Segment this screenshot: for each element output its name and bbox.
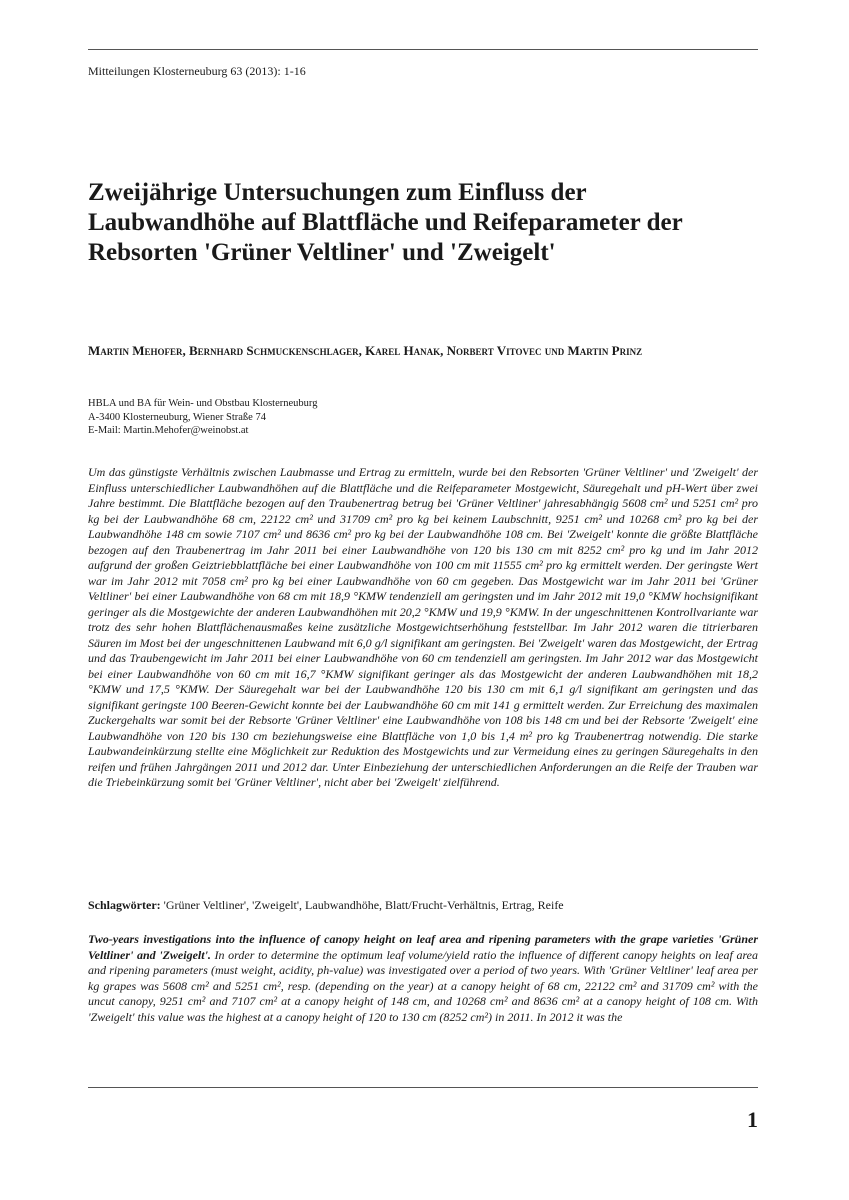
journal-reference: Mitteilungen Klosterneuburg 63 (2013): 1-16 (88, 64, 306, 78)
affiliation-email: E-Mail: Martin.Mehofer@weinobst.at (88, 425, 249, 436)
abstract-german: Um das günstigste Verhältnis zwischen Laubmasse und Ertrag zu ermitteln, wurde bei den Rebsorten 'Grüner Veltliner' und 'Zweigelt' der Einfluss unterschiedlicher Laubwandhöhen auf die Blattfläche und die Reifeparameter Mostgewicht, Säuregehalt und pH-Wert über zwei Jahre bestimmt. Die Blattfläche bezogen auf den Traubenertrag betrug bei 'Grüner Veltliner' jahresabhängig 5608 cm² und 5251 cm² pro kg bei der Laubwandhöhe 68 cm, 22122 cm² und 31709 cm² pro kg bei keinem Laubschnitt, 9251 cm² und 10268 cm² pro kg bei der Laubwandhöhe 148 cm sowie 7107 cm² und 8636 cm² pro kg bei der Laubwandhöhe 108 cm. Bei 'Zweigelt' konnte die größte Blattfläche bezogen auf den Traubenertrag im Jahr 2011 bei einer Laubwandhöhe von 120 bis 130 cm mit 8252 cm² pro kg und im Jahr 2012 aufgrund der großen Geiztriebblattfläche bei einer Laubwandhöhe von 100 cm mit 11555 cm² pro kg ermittelt werden. Der geringste Wert war im Jahr 2012 mit 7058 cm² pro kg bei einer Laubwandhöhe von 60 cm gegeben. Das Mostgewicht war im Jahr 2011 bei 'Grüner Veltliner' bei einer Laubwandhöhe von 68 cm mit 18,9 °KMW tendenziell am geringsten und im Jahr 2012 mit 19,0 °KMW hochsignifikant geringer als die Mostgewichte der anderen Laubwandhöhen mit 20,2 °KMW und 19,9 °KMW. In der ungeschnittenen Kontrollvariante war trotz des sehr hohen Blattflächenausmaßes keine zusätzliche Mostgewichtserhöhung feststellbar. Im Jahr 2012 waren die titrierbaren Säuren im Most bei der ungeschnittenen Laubwand mit 6,0 g/l signifikant am geringsten. Bei 'Zweigelt' waren das Mostgewicht, der Ertrag und das Traubengewicht im Jahr 2011 bei einer Laubwandhöhe von 60 cm tendenziell am geringsten. Im Jahr 2012 war das Mostgewicht bei einer Laubwandhöhe von 60 cm mit 16,7 °KMW signifikant geringer als das Mostgewicht der anderen Laubwandhöhen mit 18,2 °KMW und 17,5 °KMW. Der Säuregehalt war bei der Laubwandhöhe 120 bis 130 cm mit 6,1 g/l signifikant am geringsten und das signifikant geringste 100 Beeren-Gewicht konnte bei der Laubwandhöhe 60 cm mit 141 g ermittelt werden. Zur Erreichung des maximalen Zuckergehalts war somit bei der Rebsorte 'Grüner Veltliner' eine Laubwandhöhe von 108 bis 148 cm und bei der Rebsorte 'Zweigelt' eine Laubwandhöhe von 120 bis 130 cm beziehungsweise eine Blattfläche von 1,0 bis 1,4 m² pro kg Traubenertrag notwendig. Die starke Laubwandeinkürzung stellte eine Möglichkeit zur Reduktion des Mostgewichts und zur Vermeidung eines zu geringen Säuregehalts in den reifen und frühen Jahrgängen 2011 und 2012 dar. Unter Einbeziehung der unterschiedlichen Anforderungen an die Reife der Trauben war die Triebeinkürzung somit bei 'Grüner Veltliner', nicht aber bei 'Zweigelt' zielführend. (88, 465, 758, 789)
affiliation-block (88, 397, 317, 438)
author-list: Martin Mehofer, Bernhard Schmuckenschlager, Karel Hanak, Norbert Vitovec und Martin Prinz (88, 343, 643, 358)
abstract-english-text: In order to determine the optimum leaf volume/yield ratio the influence of different canopy heights on leaf area and ripening parameters (must weight, acidity, ph-value) was investigated over a period of two years. With 'Grüner Veltliner' leaf area per kg grapes was 5608 cm² and 5251 cm², resp. (depending on the year) at a canopy height of 68 cm, 22122 cm² and 31709 cm² with the uncut canopy, 9251 cm² and 7107 cm² at a canopy height of 148 cm, and 10268 cm² and 8636 cm² at a canopy height of 108 cm. With 'Zweigelt' this value was the highest at a canopy height of 120 to 130 cm (8252 cm²) in 2011. In 2012 it was the (88, 947, 758, 1024)
article-title: Zweijährige Untersuchungen zum Einfluss der Laubwandhöhe auf Blattfläche und Reifeparameter der Rebsorten 'Grüner Veltliner' und 'Zweigelt' (88, 179, 683, 266)
affiliation-institute: HBLA und BA für Wein- und Obstbau Klosterneuburg (88, 398, 318, 409)
keywords-text: 'Grüner Veltliner', 'Zweigelt', Laubwandhöhe, Blatt/Frucht-Verhältnis, Ertrag, Reife (163, 898, 564, 912)
keywords-label: Schlagwörter: (88, 898, 161, 912)
english-title: Two-years investigations into the influence of canopy height on leaf area and ripening parameters with the grape varieties 'Grüner Veltliner' and 'Zweigelt'. (88, 932, 758, 962)
abstract-english (88, 932, 758, 1025)
header-rule (88, 49, 758, 50)
keywords-line (88, 898, 758, 914)
affiliation-address: A-3400 Klosterneuburg, Wiener Straße 74 (88, 411, 266, 423)
footer-rule (88, 1087, 758, 1088)
page-number: 1 (747, 1107, 758, 1132)
